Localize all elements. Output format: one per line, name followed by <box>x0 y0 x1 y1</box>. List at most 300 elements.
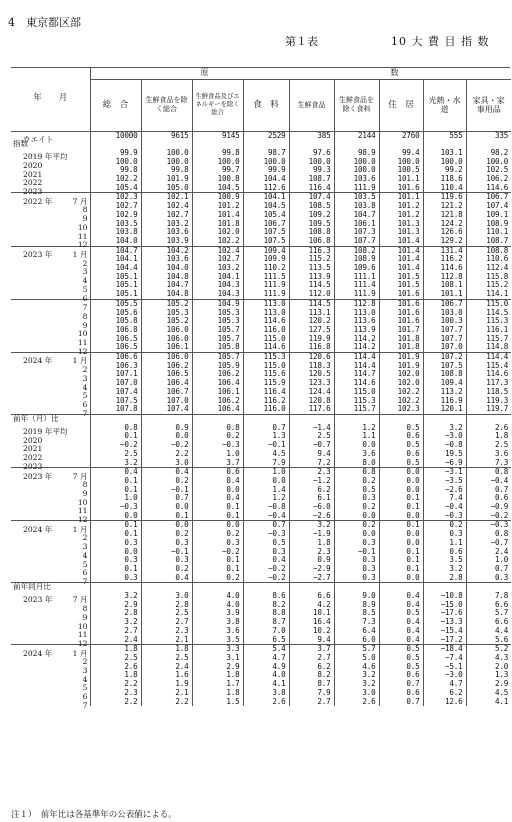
row-label <box>11 379 90 392</box>
table-row <box>11 131 511 140</box>
cell: 0.3 <box>243 548 289 557</box>
cell: 0.5 <box>243 539 289 548</box>
table-body <box>11 130 511 710</box>
cell: 116.0 <box>243 326 289 335</box>
cell: 113.2 <box>423 388 466 397</box>
cell: 3.2 <box>90 592 141 601</box>
cell: 111.1 <box>334 273 379 282</box>
cell: 1.1 <box>423 539 466 548</box>
cell: 114.4 <box>334 353 379 362</box>
table-row <box>11 158 511 167</box>
table-row <box>11 405 511 414</box>
cell: 0.8 <box>334 468 379 477</box>
cell: 3.3 <box>192 645 243 654</box>
index-group-header <box>90 67 511 79</box>
cell: 19.5 <box>423 450 466 459</box>
cell: 105.4 <box>243 211 289 220</box>
cell: 101.8 <box>379 343 423 352</box>
cell: 6.4 <box>334 627 379 636</box>
col-header-excl-fresh-energy: 生鮮食品及びエネルギーを除く総合 <box>192 79 243 131</box>
cell: 0.0 <box>379 530 423 539</box>
row-label <box>11 663 90 676</box>
cell: 7.9 <box>243 459 289 468</box>
row-label <box>11 228 90 241</box>
cell: 116.4 <box>243 388 289 397</box>
cell: 8.5 <box>334 609 379 618</box>
cell: 100.0 <box>90 158 141 167</box>
cell: 120.1 <box>423 405 466 414</box>
cell: 0.2 <box>141 565 192 574</box>
cell: 6.2 <box>289 663 334 672</box>
cell: 116.2 <box>243 397 289 406</box>
row-label <box>11 237 90 250</box>
cell: 2.8 <box>423 574 466 583</box>
table-row <box>11 441 511 450</box>
cell: 0.4 <box>90 468 141 477</box>
row-month: 11 <box>77 338 88 348</box>
row-month: 12 <box>77 638 88 648</box>
cell: 114.7 <box>334 370 379 379</box>
cell: 129.2 <box>423 237 466 246</box>
cell: 108.1 <box>423 281 466 290</box>
row-month: 1 月 <box>72 249 88 259</box>
cell: 107.5 <box>243 228 289 237</box>
cell: 100.0 <box>141 149 192 158</box>
cell: 0.1 <box>379 494 423 503</box>
cell: 3.7 <box>192 459 243 468</box>
cell: −0.8 <box>243 503 289 512</box>
year-month-header: 年 月 <box>11 67 90 131</box>
cell: −17.2 <box>423 636 466 645</box>
cell: 118.5 <box>486 386 509 396</box>
cell: 118.6 <box>423 175 466 184</box>
cell: 99.9 <box>243 166 289 175</box>
row-month: 2 <box>82 657 88 667</box>
row-label <box>11 273 90 286</box>
table-row <box>11 663 511 672</box>
cell: 4.9 <box>243 663 289 672</box>
cell: 0.1 <box>379 548 423 557</box>
table-row <box>11 281 511 290</box>
cell: 0.3 <box>334 494 379 503</box>
cell: 2.6 <box>334 698 379 707</box>
cell: 0.6 <box>423 548 466 557</box>
cell: 0.1 <box>192 556 243 565</box>
cell: 113.6 <box>334 317 379 326</box>
row-label <box>11 689 90 702</box>
cell: 0.0 <box>379 512 423 521</box>
cell: 0.2 <box>192 432 243 441</box>
cell: 100.0 <box>379 158 423 167</box>
row-month: 11 <box>77 630 88 640</box>
cell: −0.1 <box>141 486 192 495</box>
cell: 106.0 <box>141 326 192 335</box>
cell: 4.0 <box>192 601 243 610</box>
cell: 98.7 <box>243 149 289 158</box>
cell: 0.4 <box>379 592 423 601</box>
cell: 101.6 <box>379 299 423 308</box>
row-label <box>11 264 90 277</box>
cell: 7.4 <box>423 494 466 503</box>
cell: 0.0 <box>192 521 243 530</box>
cell: 114.2 <box>334 335 379 344</box>
cell: −0.1 <box>243 441 289 450</box>
cell: 2.5 <box>90 450 141 459</box>
cell: 111.9 <box>243 281 289 290</box>
row-month: 4 <box>82 276 88 286</box>
cell: 0.6 <box>379 450 423 459</box>
cell: 107.8 <box>90 405 141 414</box>
cell: 3.2 <box>90 459 141 468</box>
cell: 101.4 <box>192 211 243 220</box>
row-year: 指数 <box>13 139 29 149</box>
cell: 102.3 <box>90 193 141 202</box>
cell: 115.3 <box>334 397 379 406</box>
cell: 102.5 <box>486 165 509 175</box>
cell: −15.4 <box>423 627 466 636</box>
cell: 105.7 <box>192 353 243 362</box>
cell: 127.5 <box>289 326 334 335</box>
row-month: 1 月 <box>72 356 88 366</box>
table-row <box>11 468 511 477</box>
cell: 105.7 <box>192 326 243 335</box>
cell: −0.9 <box>490 502 509 512</box>
cell: −0.2 <box>243 574 289 583</box>
row-month: 8 <box>82 480 88 490</box>
cell: 0.4 <box>192 494 243 503</box>
cell: 555 <box>423 131 466 140</box>
cell: 2.3 <box>141 627 192 636</box>
cell: 99.2 <box>423 166 466 175</box>
cell: 99.3 <box>289 166 334 175</box>
cell: 99.8 <box>90 166 141 175</box>
cell: 0.2 <box>423 521 466 530</box>
row-month: 1 月 <box>72 648 88 658</box>
cell: 105.2 <box>141 317 192 326</box>
table-row <box>11 565 511 574</box>
cell: 106.2 <box>192 397 243 406</box>
cell: 2.6 <box>494 422 509 432</box>
group-label-gen: 原 <box>200 68 209 77</box>
cell: 105.2 <box>141 299 192 308</box>
col-header-furniture: 家具・家事用品 <box>466 79 511 131</box>
col-header-utilities: 光熱・水道 <box>423 79 466 131</box>
cell: 104.1 <box>192 273 243 282</box>
cell: 0.4 <box>379 601 423 610</box>
cell: 0.0 <box>90 548 141 557</box>
cell: 0.0 <box>243 477 289 486</box>
col-header-food-excl-fresh: 生鮮食品を除く食料 <box>334 79 379 131</box>
table-row <box>11 388 511 397</box>
cell: 101.3 <box>379 228 423 237</box>
cell: 108.5 <box>289 202 334 211</box>
table-row <box>11 548 511 557</box>
row-label <box>11 140 90 149</box>
cell: 2.8 <box>141 601 192 610</box>
cell: 115.6 <box>243 370 289 379</box>
cell: 101.4 <box>379 246 423 255</box>
cell: 101.9 <box>141 175 192 184</box>
cell: 0.2 <box>192 574 243 583</box>
cell: 5.6 <box>494 634 509 644</box>
cell: −0.2 <box>192 548 243 557</box>
cell: 97.6 <box>289 149 334 158</box>
cell: 99.4 <box>379 149 423 158</box>
cell: 5.7 <box>334 645 379 654</box>
cell: 104.7 <box>141 281 192 290</box>
cell: 3.1 <box>192 654 243 663</box>
cell: 9615 <box>141 131 192 140</box>
cell: 0.0 <box>192 486 243 495</box>
cell: 3.2 <box>423 565 466 574</box>
cell: 124.2 <box>423 220 466 229</box>
cell: 113.0 <box>243 309 289 318</box>
table-row <box>11 494 511 503</box>
cell: 8.2 <box>243 601 289 610</box>
index-table <box>11 67 511 710</box>
cell: 104.5 <box>243 202 289 211</box>
cell: 0.3 <box>90 539 141 548</box>
cell: 99.7 <box>192 166 243 175</box>
cell: 103.9 <box>141 237 192 246</box>
table-number: 第１表 <box>285 35 318 48</box>
cell: 1.8 <box>289 539 334 548</box>
cell: 114.5 <box>486 307 509 317</box>
cell: 106.1 <box>141 343 192 352</box>
cell: 0.8 <box>466 468 511 477</box>
cell: 2529 <box>243 131 289 140</box>
cell: 106.6 <box>90 353 141 362</box>
row-label <box>11 370 90 383</box>
table-row <box>11 370 511 379</box>
cell: 8.9 <box>334 601 379 610</box>
cell: 106.5 <box>90 343 141 352</box>
cell: 0.0 <box>334 441 379 450</box>
table-row <box>11 326 511 335</box>
cell: 110.4 <box>423 184 466 193</box>
cell: 9.4 <box>289 450 334 459</box>
cell: 105.1 <box>90 281 141 290</box>
cell: 4.1 <box>243 680 289 689</box>
table-row <box>11 530 511 539</box>
cell: −6.9 <box>423 459 466 468</box>
table-row <box>11 459 511 468</box>
cell: 107.4 <box>90 388 141 397</box>
cell: 4.4 <box>494 625 509 635</box>
cell: 103.6 <box>141 228 192 237</box>
row-month: 7 月 <box>72 595 88 605</box>
row-label <box>11 432 90 445</box>
cell: 116.4 <box>289 184 334 193</box>
cell: 2.3 <box>90 689 141 698</box>
cell: 115.0 <box>334 388 379 397</box>
cell: 104.1 <box>243 193 289 202</box>
cell: 115.7 <box>486 333 509 343</box>
table-row <box>11 539 511 548</box>
table-row <box>11 689 511 698</box>
cell: 1.5 <box>192 698 243 707</box>
cell: −0.3 <box>192 441 243 450</box>
cell: 100.0 <box>486 156 509 166</box>
row-label <box>11 211 90 224</box>
cell: 113.0 <box>334 309 379 318</box>
cell: 103.0 <box>423 309 466 318</box>
cell: 124.4 <box>289 388 334 397</box>
cell: 2.2 <box>90 680 141 689</box>
cell: 0.2 <box>141 477 192 486</box>
row-year: 2019 年平均 <box>23 427 68 437</box>
cell: 104.4 <box>243 175 289 184</box>
cell: 0.5 <box>379 645 423 654</box>
cell: 4.2 <box>289 601 334 610</box>
row-month: 3 <box>82 267 88 277</box>
cell: 103.2 <box>192 264 243 273</box>
cell: 8.8 <box>243 609 289 618</box>
row-year: 前年（月）比 <box>13 414 59 423</box>
cell: 100.0 <box>192 158 243 167</box>
cell: 108.8 <box>423 370 466 379</box>
cell: 112.8 <box>423 273 466 282</box>
cell: 102.2 <box>379 397 423 406</box>
row-label <box>11 654 90 667</box>
cell: 107.3 <box>334 228 379 237</box>
cell: −1.9 <box>289 530 334 539</box>
cell: 112.0 <box>289 290 334 299</box>
row-month: 5 <box>82 683 88 693</box>
cell: 101.4 <box>379 264 423 273</box>
cell: 0.6 <box>379 671 423 680</box>
cell: 111.9 <box>334 290 379 299</box>
table-row <box>11 264 511 273</box>
cell: 102.3 <box>379 405 423 414</box>
cell: 105.8 <box>90 317 141 326</box>
cell: 100.8 <box>192 175 243 184</box>
cell: 12.6 <box>423 698 466 707</box>
row-month: 2 <box>82 533 88 543</box>
cell: 107.2 <box>423 353 466 362</box>
cell: 98.2 <box>490 147 509 157</box>
cell: 107.5 <box>243 237 289 246</box>
cell: 2.3 <box>289 468 334 477</box>
row-month: 7 <box>82 577 88 586</box>
cell: 102.0 <box>379 379 423 388</box>
cell: 116.9 <box>423 397 466 406</box>
cell: 0.1 <box>90 432 141 441</box>
table-row <box>11 273 511 282</box>
cell: 2.0 <box>494 661 509 671</box>
cell: 116.1 <box>486 324 509 334</box>
cell: 9.0 <box>334 592 379 601</box>
cell: 117.6 <box>289 405 334 414</box>
cell: 1.2 <box>243 494 289 503</box>
cell: 1.8 <box>141 645 192 654</box>
cell: 8.6 <box>243 592 289 601</box>
table-row <box>11 149 511 158</box>
cell: 0.5 <box>379 663 423 672</box>
cell: 1.6 <box>141 671 192 680</box>
cell: 0.9 <box>289 556 334 565</box>
cell: 0.1 <box>379 565 423 574</box>
cell: 106.2 <box>192 370 243 379</box>
table-row <box>11 609 511 618</box>
cell: 104.7 <box>90 246 141 255</box>
cell: 114.6 <box>334 379 379 388</box>
cell: 0.6 <box>494 493 509 503</box>
cell: 107.4 <box>486 201 509 211</box>
cell: 2.1 <box>141 689 192 698</box>
row-month: 9 <box>82 612 88 622</box>
row-year: 2019 年平均 <box>23 152 68 162</box>
cell: 102.0 <box>379 370 423 379</box>
cell: 106.0 <box>141 353 192 362</box>
table-row <box>11 477 511 486</box>
cell: 2.2 <box>141 450 192 459</box>
cell: 0.1 <box>192 503 243 512</box>
row-month: 6 <box>82 399 88 409</box>
cell: 104.5 <box>192 184 243 193</box>
cell: 1.9 <box>141 680 192 689</box>
row-month: 12 <box>77 515 88 525</box>
cell: 2.8 <box>90 609 141 618</box>
cell: 101.4 <box>379 237 423 246</box>
row-month: 4 <box>82 674 88 684</box>
table-row <box>11 290 511 299</box>
row-month: 6 <box>82 692 88 702</box>
cell: 109.5 <box>289 220 334 229</box>
row-month: 10 <box>77 222 88 232</box>
cell: 105.1 <box>90 273 141 282</box>
cell: 101.6 <box>379 317 423 326</box>
row-month: 3 <box>82 542 88 552</box>
cell: 0.4 <box>379 618 423 627</box>
cell: 2.9 <box>90 601 141 610</box>
cell: 335 <box>494 130 509 140</box>
table-title: 10 大 費 目 指 数 <box>391 35 490 48</box>
cell: 112.8 <box>334 299 379 308</box>
cell: 102.4 <box>141 202 192 211</box>
row-label <box>11 415 90 424</box>
cell: 106.7 <box>141 388 192 397</box>
col-header-fresh-food: 生鮮食品 <box>289 79 334 131</box>
cell: 0.5 <box>379 424 423 433</box>
cell: −0.7 <box>490 537 509 547</box>
cell: 0.0 <box>379 486 423 495</box>
cell: 99.9 <box>90 149 141 158</box>
cell: 115.0 <box>243 362 289 371</box>
table-row <box>11 654 511 663</box>
cell: 119.7 <box>486 404 509 414</box>
cell: 1.8 <box>192 671 243 680</box>
cell: 3.2 <box>334 671 379 680</box>
cell: 116.2 <box>423 255 466 264</box>
cell: 0.0 <box>141 432 192 441</box>
cell: 131.4 <box>423 246 466 255</box>
cell: 102.2 <box>379 388 423 397</box>
cell: 0.3 <box>334 556 379 565</box>
cell: 108.2 <box>334 246 379 255</box>
cell: 1.4 <box>243 486 289 495</box>
cell: 7.2 <box>289 459 334 468</box>
table-row <box>11 246 511 255</box>
row-label <box>11 565 90 578</box>
cell: 0.9 <box>141 424 192 433</box>
row-month: 7 月 <box>72 471 88 481</box>
row-label <box>11 539 90 552</box>
cell: 111.5 <box>243 273 289 282</box>
cell: 114.2 <box>334 343 379 352</box>
cell: −2.6 <box>289 512 334 521</box>
cell: 2.4 <box>141 663 192 672</box>
